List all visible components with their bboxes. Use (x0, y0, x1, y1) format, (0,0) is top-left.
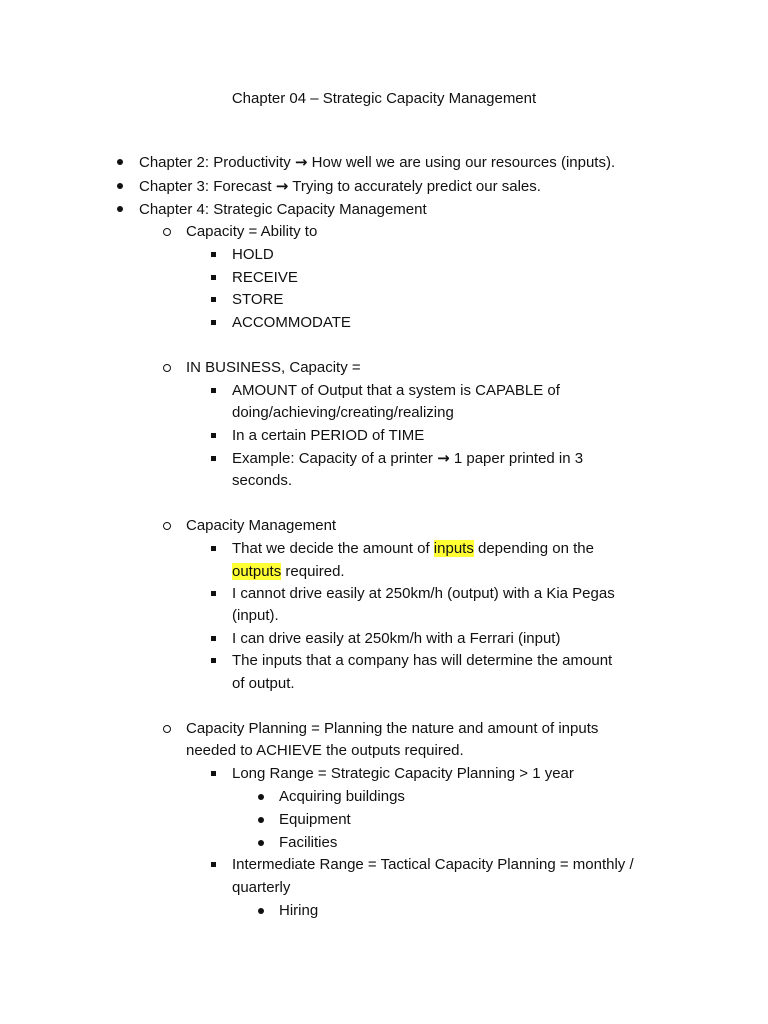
list-item: I can drive easily at 250km/h with a Ferrari (input) (232, 630, 561, 647)
list-item: Hiring (279, 902, 319, 919)
list-item-continued: seconds. (232, 472, 293, 489)
bullet-chapter-4: Chapter 4: Strategic Capacity Management (139, 201, 427, 218)
bullet-disc-icon (117, 183, 123, 189)
bullet-square-icon (211, 591, 216, 596)
list-item: The inputs that a company has will determine the amount (232, 652, 613, 669)
planning-heading: Capacity Planning = Planning the nature and amount of inputs (186, 720, 599, 737)
list-item: AMOUNT of Output that a system is CAPABLE of (232, 382, 560, 399)
list-item-continued: quarterly (232, 879, 291, 896)
list-item-continued: of output. (232, 675, 295, 692)
list-item: Long Range = Strategic Capacity Planning > 1 year (232, 765, 574, 782)
bullet-chapter-3 (139, 175, 541, 198)
bullet-square-icon (211, 456, 216, 461)
bullet-circle-icon (163, 364, 171, 372)
list-item-continued: doing/achieving/creating/realizing (232, 404, 454, 421)
bullet-square-icon (211, 433, 216, 438)
list-item: In a certain PERIOD of TIME (232, 427, 425, 444)
bullet-text: required. (285, 563, 345, 580)
bullet-square-icon (211, 388, 216, 393)
list-item: Equipment (279, 811, 351, 828)
list-item: ACCOMMODATE (232, 314, 351, 331)
list-item: Intermediate Range = Tactical Capacity Planning = monthly / (232, 856, 634, 873)
list-item: I cannot drive easily at 250km/h (output) with a Kia Pegas (232, 585, 615, 602)
management-heading: Capacity Management (186, 517, 337, 534)
list-item: RECEIVE (232, 269, 298, 286)
bullet-square-icon (211, 771, 216, 776)
bullet-square-icon (211, 636, 216, 641)
arrow-right-icon: → (275, 177, 289, 195)
bullet-chapter-2 (139, 151, 615, 174)
bullet-square-icon (211, 297, 216, 302)
bullet-text: Example: Capacity of a printer (232, 450, 433, 467)
highlighted-word: inputs (433, 540, 474, 557)
bullet-disc-icon (258, 840, 264, 846)
bullet-text: Chapter 3: Forecast (139, 178, 272, 195)
page-title: Chapter 04 – Strategic Capacity Management (231, 90, 537, 107)
bullet-square-icon (211, 546, 216, 551)
bullet-square-icon (211, 658, 216, 663)
bullet-disc-icon (258, 794, 264, 800)
bullet-square-icon (211, 252, 216, 257)
list-item: Acquiring buildings (279, 788, 405, 805)
list-item: STORE (232, 291, 284, 308)
bullet-square-icon (211, 320, 216, 325)
bullet-disc-icon (117, 159, 123, 165)
list-item: Facilities (279, 834, 338, 851)
list-item (232, 447, 583, 470)
bullet-text: 1 paper printed in 3 (453, 450, 584, 467)
bullet-text: Chapter 2: Productivity (139, 154, 291, 171)
bullet-square-icon (211, 275, 216, 280)
bullet-square-icon (211, 862, 216, 867)
bullet-disc-icon (117, 206, 123, 212)
highlighted-word: outputs (232, 563, 282, 580)
arrow-right-icon: → (437, 449, 450, 467)
bullet-circle-icon (163, 725, 171, 733)
bullet-disc-icon (258, 908, 264, 914)
list-item-continued: (input). (232, 607, 279, 624)
bullet-text: depending on the (478, 540, 594, 557)
planning-heading-continued: needed to ACHIEVE the outputs required. (186, 742, 464, 759)
list-item-continued (232, 560, 345, 583)
business-heading: IN BUSINESS, Capacity = (186, 359, 361, 376)
bullet-disc-icon (258, 817, 264, 823)
bullet-circle-icon (163, 228, 171, 236)
bullet-text: How well we are using our resources (inputs). (311, 154, 616, 171)
bullet-text: That we decide the amount of (232, 540, 430, 557)
capacity-heading: Capacity = Ability to (186, 223, 318, 240)
bullet-circle-icon (163, 522, 171, 530)
list-item: HOLD (232, 246, 274, 263)
list-item (232, 537, 594, 560)
bullet-text: Trying to accurately predict our sales. (292, 178, 541, 195)
arrow-right-icon: → (294, 153, 308, 171)
